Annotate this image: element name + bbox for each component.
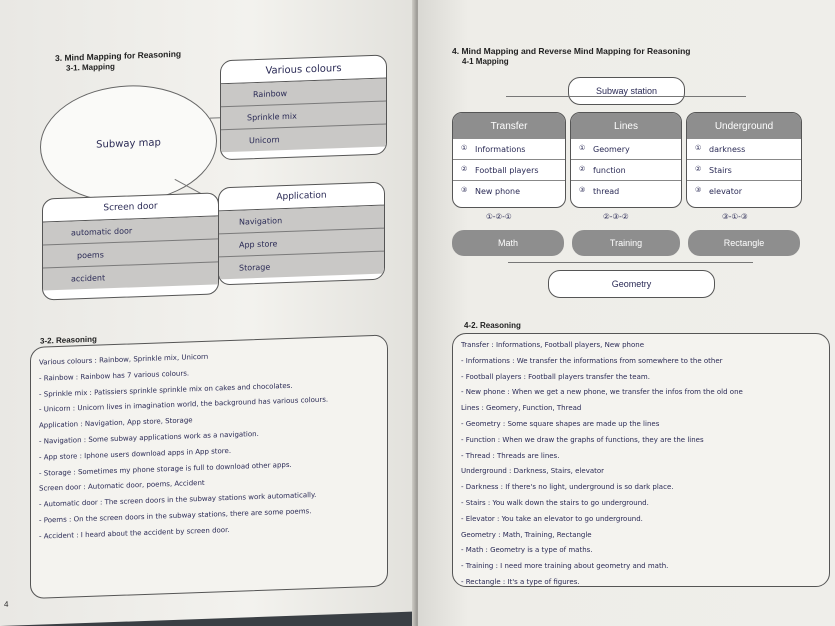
screen-door-title: Screen door <box>103 201 158 214</box>
item-number: ③ <box>579 186 586 194</box>
reasoning-line: - Sprinkle mix : Patissiers sprinkle sprinkle mix on cakes and chocolates. <box>39 381 293 399</box>
reasoning-line: - Elevator : You take an elevator to go underground. <box>461 514 643 523</box>
reasoning-lines <box>453 334 829 587</box>
application-item: App store <box>239 238 278 250</box>
reasoning-line: - New phone : When we get a new phone, we transfer the infos from the old one <box>461 388 743 397</box>
reasoning-line: - Football players : Football players transfer the team. <box>461 372 650 381</box>
column-item: Geomery <box>593 144 630 154</box>
bottom-node-label: Math <box>497 238 518 248</box>
result-node-label: Geometry <box>611 279 652 289</box>
reasoning-heading: 4-2. Reasoning <box>464 321 521 330</box>
colours-item: Rainbow <box>253 88 288 99</box>
sequence-code: ②-③-② <box>603 212 629 221</box>
item-number: ① <box>461 144 468 152</box>
bottom-node-training <box>572 230 680 256</box>
reasoning-line: - Navigation : Some subway applications work as a navigation. <box>39 429 259 446</box>
application-title: Application <box>276 190 327 203</box>
bottom-node-label: Rectangle <box>723 238 765 248</box>
column-title: Underground <box>714 120 774 132</box>
page-number: 4 <box>4 599 9 609</box>
column-item: function <box>593 165 626 175</box>
reasoning-line: - Math : Geometry is a type of maths. <box>461 546 593 555</box>
screen-door-item: poems <box>77 249 104 260</box>
section-subheading: 3-1. Mapping <box>66 61 115 73</box>
reasoning-line: Various colours : Rainbow, Sprinkle mix, Unicorn <box>39 352 209 367</box>
reasoning-box <box>30 334 388 599</box>
connector-line <box>508 262 753 263</box>
section-heading: 3. Mind Mapping for Reasoning <box>55 48 182 64</box>
reasoning-line: - Informations : We transfer the informations from somewhere to the other <box>461 356 723 365</box>
reasoning-line: - Storage : Sometimes my phone storage is full to download other apps. <box>39 460 292 478</box>
column-box-underground <box>686 112 802 208</box>
reasoning-line: Underground : Darkness, Stairs, elevator <box>461 467 605 476</box>
reasoning-line: - Darkness : If there's no light, underground is so dark place. <box>461 483 674 492</box>
section-subheading: 4-1 Mapping <box>462 57 509 66</box>
sequence-code: ①-②-① <box>486 212 512 221</box>
colours-title: Various colours <box>265 62 342 77</box>
reasoning-line: - Thread : Threads are lines. <box>461 451 560 460</box>
section-heading: 4. Mind Mapping and Reverse Mind Mapping for Reasoning <box>452 46 691 56</box>
column-title: Lines <box>614 120 638 132</box>
column-item: Football players <box>475 165 539 175</box>
reasoning-line: Geometry : Math, Training, Rectangle <box>461 530 592 539</box>
reasoning-lines <box>31 335 387 545</box>
reasoning-line: Transfer : Informations, Football players, New phone <box>461 341 645 349</box>
result-node <box>548 270 715 298</box>
column-item: elevator <box>709 186 743 196</box>
reasoning-line: - Training : I need more training about geometry and math. <box>461 562 669 571</box>
application-box <box>218 182 385 286</box>
sequence-code: ③-①-③ <box>722 212 748 221</box>
reasoning-line: - Poems : On the screen doors in the subway stations, there are some poems. <box>39 507 312 525</box>
column-item: New phone <box>475 186 521 196</box>
item-number: ② <box>695 165 702 173</box>
top-node <box>568 77 685 105</box>
reasoning-line: - App store : Iphone users download apps in App store. <box>39 446 232 462</box>
reasoning-line: - Accident : I heard about the accident by screen door. <box>39 525 230 541</box>
reasoning-line: - Stairs : You walk down the stairs to go underground. <box>461 498 649 507</box>
column-item: Informations <box>475 144 526 154</box>
reasoning-line: Lines : Geomery, Function, Thread <box>461 404 582 413</box>
column-item: thread <box>593 186 620 196</box>
bottom-node-math <box>452 230 564 256</box>
colours-box <box>220 54 387 160</box>
application-item: Navigation <box>239 215 283 227</box>
reasoning-line: Application : Navigation, App store, Storage <box>39 416 193 430</box>
colours-item: Unicorn <box>249 134 280 145</box>
reasoning-line: - Function : When we draw the graphs of functions, they are the lines <box>461 435 704 444</box>
reasoning-line: - Rainbow : Rainbow has 7 various colours. <box>39 369 190 383</box>
reasoning-line: - Geometry : Some square shapes are made up the lines <box>461 419 660 428</box>
item-number: ① <box>695 144 702 152</box>
column-item: darkness <box>709 144 746 154</box>
item-number: ② <box>461 165 468 173</box>
reasoning-line: - Rectangle : It's a type of figures. <box>461 577 580 586</box>
reasoning-line: - Unicorn : Unicorn lives in imagination world, the background has various colours. <box>39 395 329 415</box>
bottom-node-label: Training <box>609 238 643 248</box>
item-number: ③ <box>461 186 468 194</box>
center-node-label: Subway map <box>96 137 161 151</box>
colours-item: Sprinkle mix <box>247 111 297 122</box>
right-page <box>418 0 835 626</box>
item-number: ① <box>579 144 586 152</box>
column-title: Transfer <box>490 120 528 132</box>
column-item: Stairs <box>709 165 732 175</box>
reasoning-heading: 3-2. Reasoning <box>40 334 97 346</box>
screen-door-item: accident <box>71 272 106 284</box>
item-number: ③ <box>695 186 702 194</box>
bottom-node-rectangle <box>688 230 800 256</box>
item-number: ② <box>579 165 586 173</box>
reasoning-line: Screen door : Automatic door, poems, Accident <box>39 479 205 494</box>
top-node-label: Subway station <box>595 86 658 96</box>
reasoning-box <box>452 333 830 587</box>
screen-door-item: automatic door <box>71 225 133 238</box>
column-box-transfer <box>452 112 566 208</box>
connector-line <box>506 96 746 97</box>
screen-door-box <box>42 192 219 300</box>
column-box-lines <box>570 112 682 208</box>
reasoning-line: - Automatic door : The screen doors in the subway stations work automatically. <box>39 491 317 509</box>
application-item: Storage <box>239 262 271 273</box>
